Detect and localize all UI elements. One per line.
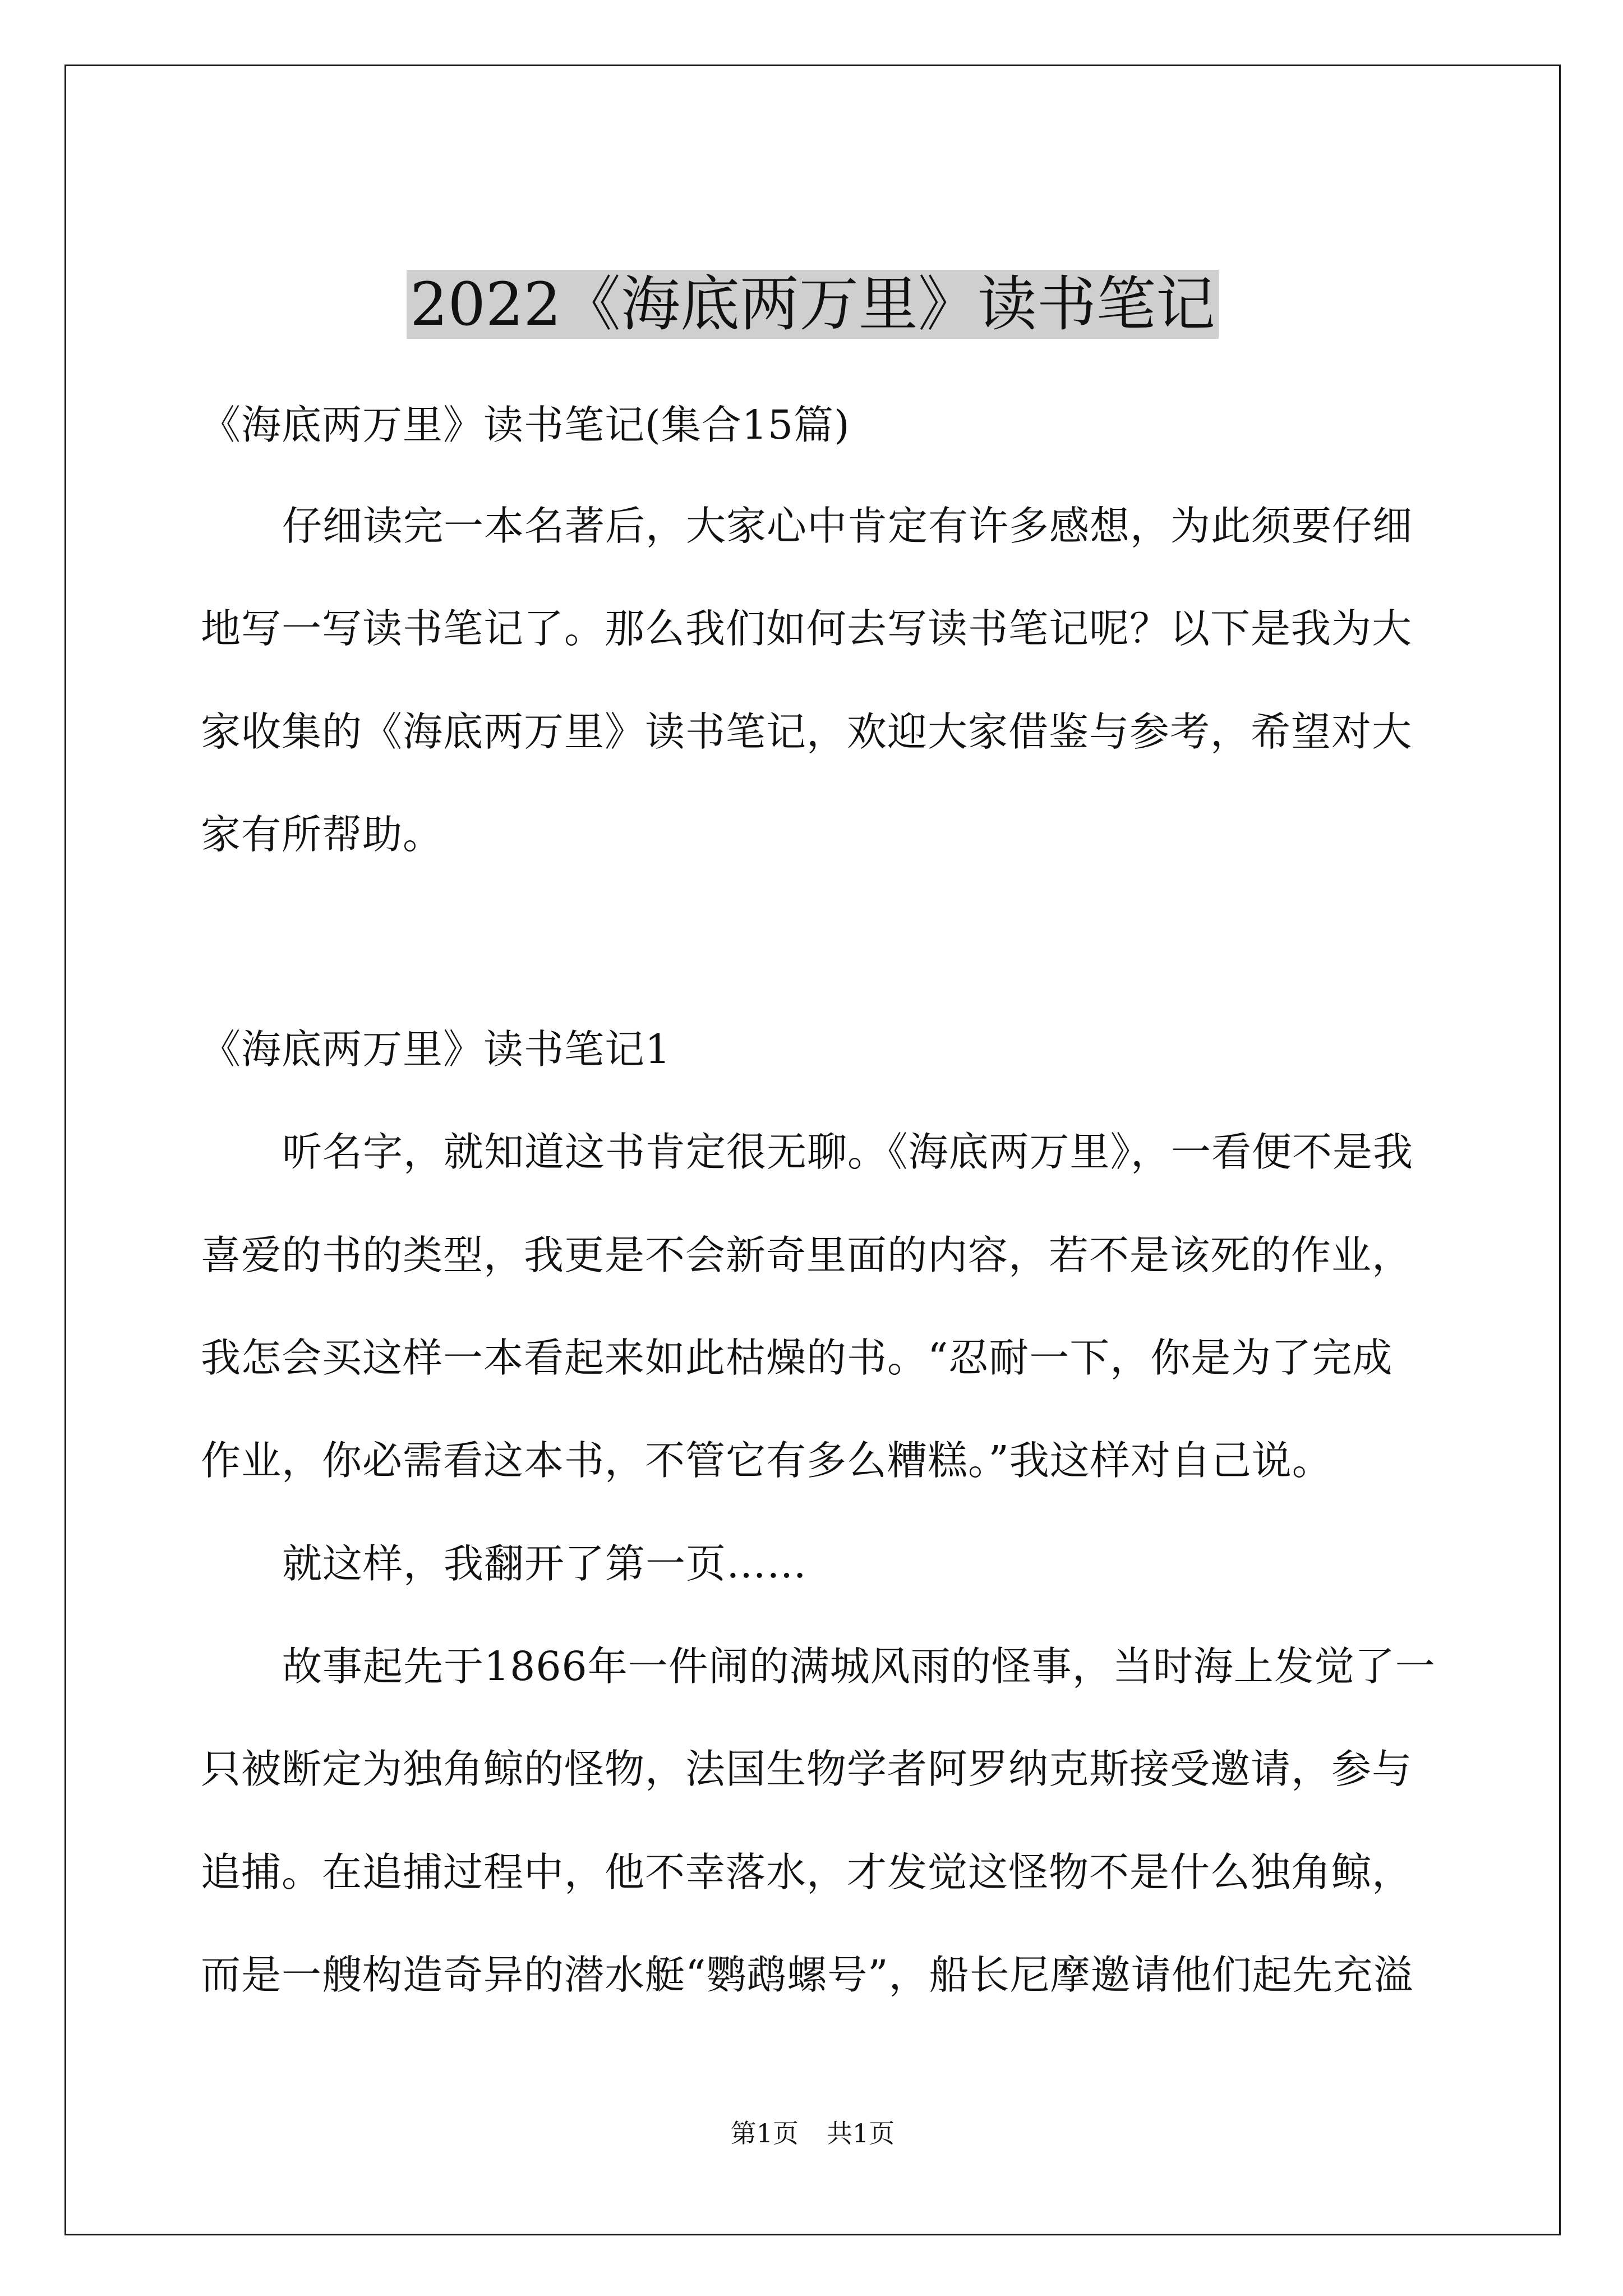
intro-line: 家有所帮助。 — [201, 811, 444, 858]
intro-line: 仔细读完一本名著后，大家心中肯定有许多感想，为此须要仔细 — [282, 503, 1413, 549]
paragraph-line: 我怎会买这样一本看起来如此枯燥的书。“忍耐一下，你是为了完成 — [201, 1335, 1393, 1381]
document-subtitle: 《海底两万里》读书笔记(集合15篇) — [201, 402, 850, 448]
section-heading: 《海底两万里》读书笔记1 — [201, 1026, 671, 1073]
page-number: 第1页 — [730, 2118, 799, 2148]
paragraph-line: 作业，你必需看这本书，不管它有多么糟糕。”我这样对自己说。 — [201, 1437, 1332, 1484]
intro-line: 家收集的《海底两万里》读书笔记，欢迎大家借鉴与参考，希望对大 — [201, 708, 1413, 755]
paragraph-line: 而是一艘构造奇异的潜水艇“鹦鹉螺号”，船长尼摩邀请他们起先充溢 — [201, 1952, 1414, 1998]
paragraph-line: 只被断定为独角鲸的怪物，法国生物学者阿罗纳克斯接受邀请，参与 — [201, 1746, 1413, 1792]
document-page — [64, 65, 1561, 2235]
paragraph-line: 喜爱的书的类型，我更是不会新奇里面的内容，若不是该死的作业， — [201, 1232, 1413, 1278]
page-total: 共1页 — [827, 2118, 895, 2148]
document-title-text: 2022《海底两万里》读书笔记 — [407, 270, 1219, 339]
page-footer — [66, 2116, 1559, 2150]
intro-line: 地写一写读书笔记了。那么我们如何去写读书笔记呢？以下是我为大 — [201, 605, 1413, 652]
paragraph-line: 故事起先于1866年一件闹的满城风雨的怪事，当时海上发觉了一 — [282, 1643, 1436, 1690]
paragraph-line: 就这样，我翻开了第一页…… — [282, 1540, 808, 1587]
paragraph-line: 听名字，就知道这书肯定很无聊。《海底两万里》，一看便不是我 — [282, 1129, 1414, 1175]
paragraph-line: 追捕。在追捕过程中，他不幸落水，才发觉这怪物不是什么独角鲸， — [201, 1849, 1413, 1895]
document-title — [66, 263, 1559, 347]
